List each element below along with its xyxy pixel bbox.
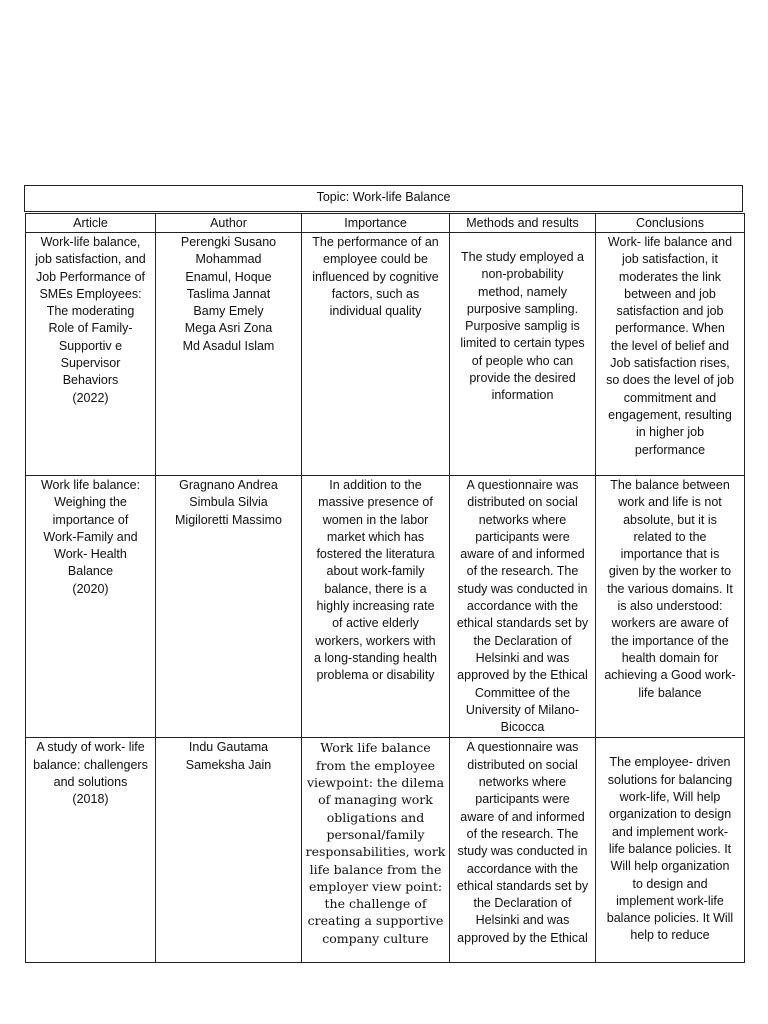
cell-text-line: market which has — [326, 529, 425, 544]
article-cell — [26, 476, 156, 738]
cell-text-line: workers are aware of — [611, 616, 729, 631]
cell-text-line: distributed on social — [467, 495, 578, 510]
cell-text-line: of the research. The — [466, 826, 579, 841]
cell-text-line: Job Performance of — [35, 269, 146, 284]
cell-text-line: Sameksha Jain — [185, 757, 272, 772]
cell-text-line: massive presence of — [318, 495, 433, 510]
cell-text-line: the various domains. It — [607, 581, 733, 596]
cell-text-line: of people who can — [471, 353, 574, 368]
cell-text-line: The balance between — [610, 478, 730, 492]
cell-text-line: fostered the literatura — [316, 547, 435, 562]
cell-text-line: engagement, resulting — [608, 407, 732, 422]
cell-text-line: importance of — [52, 512, 129, 527]
cell-text-line: Work life balance: — [40, 478, 141, 492]
cell-text-line: performance. When — [615, 321, 725, 336]
cell-text-line: employer view point: — [308, 878, 443, 894]
cell-text-line: is also understood: — [617, 599, 723, 614]
cell-text-line: employee could be — [323, 252, 428, 267]
cell-text-line: Bamy Emely — [193, 304, 264, 319]
cell-text-line: information — [491, 388, 554, 403]
cell-text-line: (2020) — [72, 581, 109, 596]
cell-text-line: Indu Gautama — [188, 740, 269, 755]
cell-text-line: women in the labor — [322, 512, 429, 527]
cell-text-line: provide the desired — [469, 371, 576, 386]
methods-cell — [450, 233, 596, 476]
cell-text-line: Taslima Jannat — [186, 286, 271, 301]
cell-text-line: aware of and informed — [460, 809, 585, 824]
cell-text-line: (2018) — [72, 792, 109, 807]
cell-text-line: Migiloretti Massimo — [175, 512, 282, 527]
cell-text-line: to design and — [632, 876, 708, 891]
cell-text-line: importance that is — [620, 547, 720, 562]
cell-text-line: Enamul, Hoque — [185, 269, 272, 284]
cell-text-line: balance, there is a — [324, 581, 427, 596]
cell-text-line: workers, workers with — [315, 633, 436, 648]
cell-text-line: life balance policies. It — [608, 841, 732, 856]
cell-text-line: Work-life balance, — [40, 235, 141, 249]
cell-text-line: non-probability — [481, 267, 564, 282]
cell-text-line: Committee of the — [474, 685, 571, 700]
cell-text-line: The employee- driven — [609, 755, 731, 770]
cell-text-line: creating a supportive — [307, 913, 444, 929]
cell-text-line: work and life is not — [618, 495, 722, 510]
cell-text-line: help to reduce — [630, 928, 710, 943]
cell-text-line: Work life balance — [320, 740, 431, 756]
cell-text-line: of active elderly — [332, 616, 419, 631]
cell-text-line: The moderating — [46, 304, 135, 319]
article-cell — [26, 738, 156, 963]
author-cell — [156, 476, 302, 738]
cell-text-line: SMEs Employees: — [39, 286, 142, 301]
cell-text-line: In addition to the — [329, 478, 422, 492]
cell-text-line: commitment and — [623, 390, 717, 405]
cell-text-line: Work- life balance and — [607, 235, 733, 249]
cell-text-line: The study employed a — [461, 250, 584, 264]
cell-text-line: job satisfaction, and — [35, 252, 146, 267]
importance-cell — [302, 233, 450, 476]
cell-text-line: Job satisfaction rises, — [610, 356, 730, 371]
header-conclusions: Conclusions — [596, 214, 745, 233]
cell-text-line: Mohammad — [195, 252, 262, 267]
conclusions-cell — [596, 476, 745, 738]
cell-text-line: moderates the link — [618, 269, 722, 284]
cell-text-line: obligations and — [326, 809, 425, 825]
cell-text-line: about work-family — [326, 564, 425, 579]
table-row — [26, 476, 745, 738]
cell-text-line: Md Asadul Islam — [182, 338, 275, 353]
cell-text-line: performance — [634, 442, 706, 457]
header-row — [26, 214, 745, 233]
cell-text-line: ethical standards set by — [456, 878, 589, 893]
cell-text-line: company culture — [322, 930, 429, 946]
cell-text-line: Helsinki and was — [475, 913, 570, 928]
cell-text-line: problema or disability — [316, 668, 435, 683]
cell-text-line: life balance — [638, 685, 702, 700]
cell-text-line: Supervisor — [60, 356, 121, 371]
cell-text-line: and implement work- — [611, 824, 728, 839]
cell-text-line: Gragnano Andrea — [179, 478, 278, 492]
cell-text-line: life balance from the — [309, 861, 442, 877]
cell-text-line: solutions for balancing — [607, 772, 733, 787]
cell-text-line: balance: challengers — [33, 757, 148, 772]
cell-text-line: Balance — [67, 564, 114, 579]
cell-text-line: Will help organization — [610, 859, 730, 874]
cell-text-line: achieving a Good work- — [604, 668, 736, 683]
cell-text-line: Weighing the — [54, 495, 127, 510]
cell-text-line: the importance of the — [611, 633, 729, 648]
cell-text-line: viewpoint: the dilema — [306, 775, 445, 791]
cell-text-line: University of Milano- — [465, 702, 580, 717]
cell-text-line: Perengki Susano — [180, 235, 277, 249]
cell-text-line: personal/family — [326, 826, 425, 842]
cell-text-line: absolute, but it is — [623, 512, 717, 527]
cell-text-line: Bicocca — [500, 720, 545, 735]
cell-text-line: and solutions — [53, 775, 128, 790]
cell-text-line: accordance with the — [466, 599, 579, 614]
importance-cell — [302, 476, 450, 738]
cell-text-line: so does the level of job — [606, 373, 734, 388]
conclusions-cell — [596, 738, 745, 963]
cell-text-line: method, namely — [478, 284, 567, 299]
table-row — [26, 233, 745, 476]
cell-text-line: influenced by cognitive — [312, 269, 439, 284]
cell-text-line: the level of belief and — [610, 338, 730, 353]
cell-text-line: individual quality — [329, 304, 422, 319]
cell-text-line: study was conducted in — [457, 581, 588, 596]
cell-text-line: in higher job — [635, 425, 705, 440]
header-importance: Importance — [302, 214, 450, 233]
cell-text-line: Helsinki and was — [475, 650, 570, 665]
cell-text-line: from the employee — [315, 757, 436, 773]
author-cell — [156, 233, 302, 476]
cell-text-line: Role of Family- — [48, 321, 133, 336]
cell-text-line: networks where — [478, 775, 567, 790]
header-article: Article — [26, 214, 156, 233]
author-cell — [156, 738, 302, 963]
cell-text-line: job satisfaction, it — [622, 252, 718, 267]
cell-text-line: limited to certain types — [460, 336, 585, 351]
cell-text-line: A questionnaire was — [466, 478, 579, 492]
cell-text-line: health domain for — [621, 650, 719, 665]
cell-text-line: participants were — [475, 792, 570, 807]
cell-text-line: organization to design — [608, 807, 732, 822]
cell-text-line: Supportiv e — [58, 338, 123, 353]
cell-text-line: a long-standing health — [313, 650, 437, 665]
cell-text-line: highly increasing rate — [316, 599, 435, 614]
cell-text-line: Simbula Silvia — [189, 495, 268, 510]
cell-text-line: related to the — [633, 529, 707, 544]
cell-text-line: approved by the Ethical — [457, 930, 588, 945]
table-topic: Topic: Work-life Balance — [24, 185, 743, 212]
cell-text-line: aware of and informed — [460, 547, 585, 562]
cell-text-line: The performance of an — [312, 235, 439, 249]
header-author: Author — [156, 214, 302, 233]
cell-text-line: the Declaration of — [473, 896, 572, 911]
importance-cell — [302, 738, 450, 963]
cell-text-line: work-life, Will help — [619, 790, 721, 805]
cell-text-line: responsabilities, work — [305, 844, 446, 860]
cell-text-line: the Declaration of — [473, 633, 572, 648]
cell-text-line: Behaviors — [62, 373, 119, 388]
methods-cell — [450, 738, 596, 963]
cell-text-line: between and job — [624, 286, 716, 301]
conclusions-cell — [596, 233, 745, 476]
cell-text-line: of managing work — [318, 792, 433, 808]
cell-text-line: purposive sampling. — [466, 301, 579, 316]
cell-text-line: Mega Asri Zona — [184, 321, 273, 336]
cell-text-line: ethical standards set by — [456, 616, 589, 631]
literature-table — [25, 213, 745, 963]
cell-text-line: given by the worker to — [608, 564, 732, 579]
cell-text-line: Work-Family and — [43, 529, 138, 544]
article-cell — [26, 233, 156, 476]
cell-text-line: participants were — [475, 529, 570, 544]
cell-text-line: (2022) — [72, 390, 109, 405]
cell-text-line: A study of work- life — [36, 740, 145, 755]
cell-text-line: the challenge of — [324, 896, 427, 912]
table-row — [26, 738, 745, 963]
cell-text-line: implement work-life — [616, 893, 724, 908]
cell-text-line: Work- Health — [54, 547, 127, 562]
cell-text-line: distributed on social — [467, 757, 578, 772]
methods-cell — [450, 476, 596, 738]
header-methods: Methods and results — [450, 214, 596, 233]
cell-text-line: study was conducted in — [457, 844, 588, 859]
cell-text-line: of the research. The — [466, 564, 579, 579]
cell-text-line: balance policies. It Will — [606, 911, 734, 926]
cell-text-line: satisfaction and job — [616, 304, 724, 319]
cell-text-line: Purposive samplig is — [465, 319, 580, 334]
cell-text-line: A questionnaire was — [466, 740, 579, 755]
cell-text-line: accordance with the — [466, 861, 579, 876]
cell-text-line: approved by the Ethical — [457, 668, 588, 683]
cell-text-line: networks where — [478, 512, 567, 527]
cell-text-line: factors, such as — [331, 286, 420, 301]
